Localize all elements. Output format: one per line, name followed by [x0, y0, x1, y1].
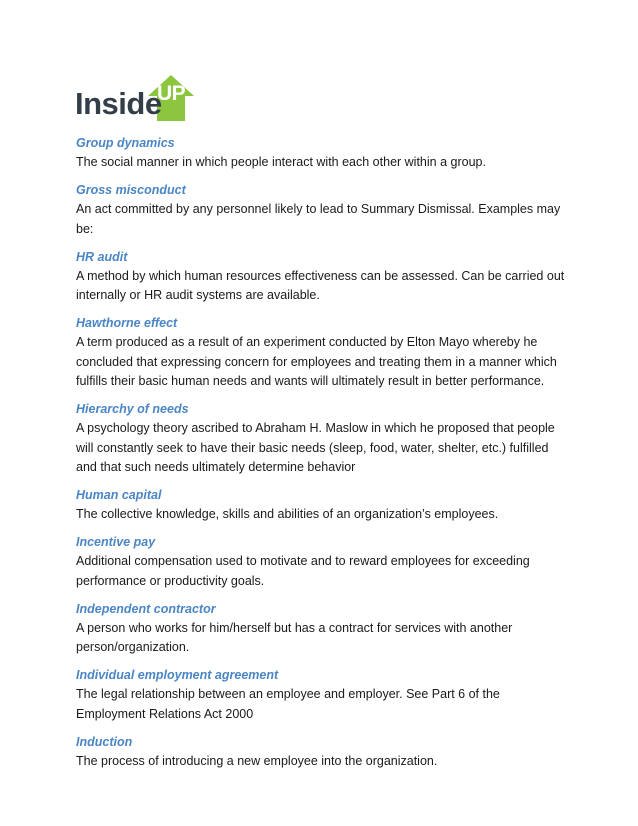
glossary-definition: The process of introducing a new employee into the organization.	[76, 753, 438, 768]
glossary-definition: A term produced as a result of an experiment conducted by Elton Mayo whereby he concluded that expressing concern for employees and treating them in a manner which fulfills their basic human needs and wants will ultimately result in better performance.	[76, 335, 557, 388]
glossary-term: Human capital	[76, 488, 162, 502]
glossary-definition: Additional compensation used to motivate and to reward employees for exceeding performance or productivity goals.	[76, 554, 530, 588]
glossary-term: Gross misconduct	[76, 183, 186, 197]
glossary-entry	[76, 400, 566, 478]
glossary-term: Induction	[76, 734, 133, 749]
glossary-entry	[76, 314, 566, 392]
glossary-term: Individual employment agreement	[76, 668, 279, 682]
glossary-entry	[76, 248, 566, 306]
glossary-definition: A psychology theory ascribed to Abraham H. Maslow in which he proposed that people will constantly seek to have their basic needs (sleep, food, water, shelter, etc.) fulfilled and that such needs ultimately determine behavior	[76, 421, 555, 474]
glossary-term: Hawthorne effect	[76, 316, 178, 330]
glossary-entry	[76, 666, 566, 724]
glossary-definition: The social manner in which people interact with each other within a group.	[76, 155, 486, 169]
glossary-term: Hierarchy of needs	[76, 402, 189, 416]
logo-mark-text: UP	[157, 82, 186, 105]
glossary-term: Independent contractor	[76, 601, 216, 616]
glossary-entry	[76, 134, 566, 173]
glossary-list	[76, 134, 566, 780]
glossary-term: Group dynamics	[76, 136, 175, 150]
glossary-entry	[76, 733, 566, 772]
glossary-definition: The collective knowledge, skills and abilities of an organization’s employees.	[76, 507, 499, 521]
insideup-logo	[75, 74, 200, 124]
glossary-definition: A method by which human resources effectiveness can be assessed. Can be carried out internally or HR audit systems are available.	[76, 268, 565, 302]
glossary-definition: An act committed by any personnel likely to lead to Summary Dismissal. Examples may be:	[76, 202, 561, 236]
glossary-entry	[76, 181, 566, 239]
glossary-definition: A person who works for him/herself but has a contract for services with another person/organization.	[76, 620, 513, 654]
glossary-entry	[76, 533, 566, 591]
glossary-term: Incentive pay	[76, 535, 156, 549]
glossary-entry	[76, 600, 566, 658]
glossary-entry	[76, 486, 566, 525]
glossary-definition: The legal relationship between an employee and employer. See Part 6 of the Employment Relations Act 2000	[76, 687, 500, 721]
logo-wordmark: Inside	[75, 86, 162, 121]
glossary-term: HR audit	[76, 249, 128, 264]
